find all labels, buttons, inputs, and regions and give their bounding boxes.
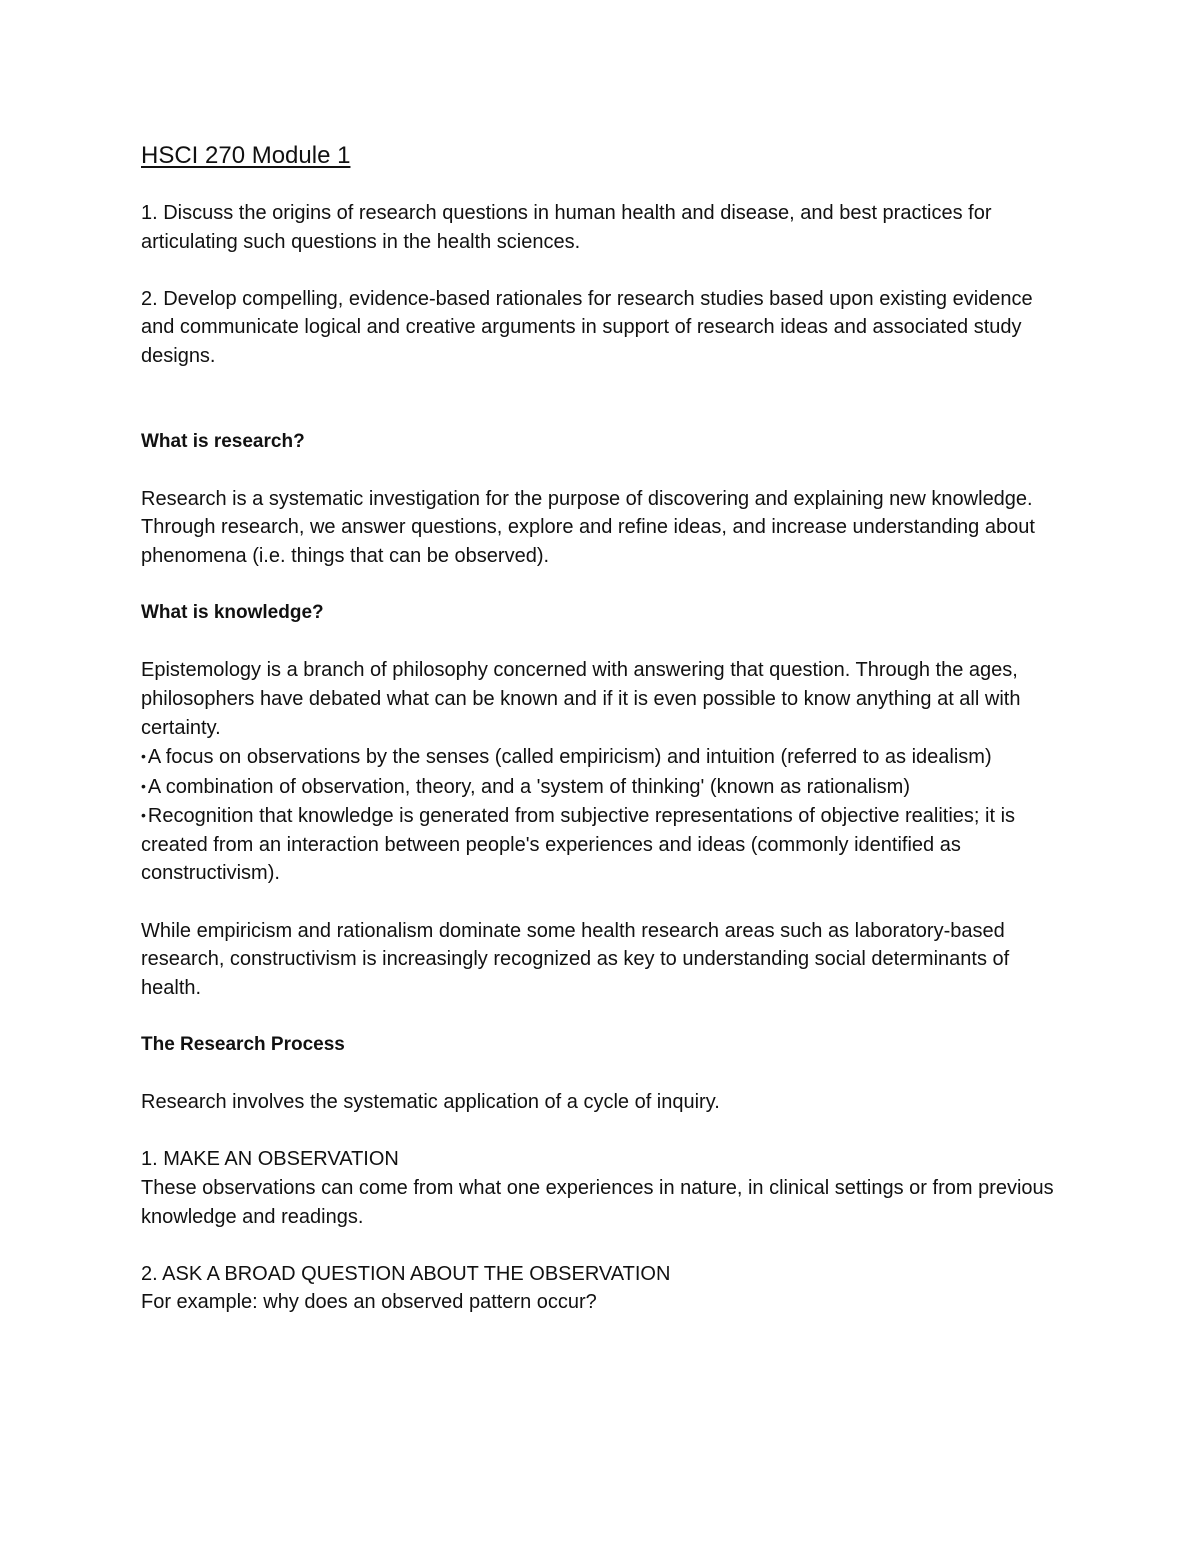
knowledge-bullet-list [141,742,1071,888]
bullet-icon: • [141,748,146,765]
knowledge-heading: What is knowledge? [141,602,324,624]
step-2-title: 2. ASK A BROAD QUESTION ABOUT THE OBSERVATION [141,1262,671,1285]
document-page [141,140,1071,1317]
document-title: HSCI 270 Module 1 [141,142,351,169]
objective-2: 2. Develop compelling, evidence-based rationales for research studies based upon existing evidence and communicate logical and creative arguments in support of research ideas and associated study designs. [141,287,1033,367]
bullet-text: A focus on observations by the senses (called empiricism) and intuition (referred to as idealism) [147,746,992,769]
knowledge-closing: While empiricism and rationalism dominate some health research areas such as laboratory-based research, constructivism is increasingly recognized as key to understanding social determinants of health. [141,919,1010,999]
list-item [141,801,1071,888]
step-2-text: For example: why does an observed pattern occur? [141,1291,597,1314]
knowledge-body: Epistemology is a branch of philosophy concerned with answering that question. Through the ages, philosophers have debated what can be known and if it is even possible to know anything at all with certainty. [141,659,1021,739]
list-item [141,772,1071,802]
list-item [141,742,1071,772]
research-body: Research is a systematic investigation for the purpose of discovering and explaining new knowledge. Through research, we answer questions, explore and refine ideas, and increase understanding about phenomena (i.e. things that can be observed). [141,487,1035,567]
objective-1: 1. Discuss the origins of research questions in human health and disease, and best practices for articulating such questions in the health sciences. [141,202,992,253]
bullet-icon: • [141,777,146,794]
step-1-text: These observations can come from what one experiences in nature, in clinical settings or from previous knowledge and readings. [141,1177,1054,1228]
bullet-text: A combination of observation, theory, and a 'system of thinking' (known as rationalism) [147,775,910,798]
step-1-title: 1. MAKE AN OBSERVATION [141,1148,399,1171]
process-intro: Research involves the systematic application of a cycle of inquiry. [141,1091,720,1114]
research-heading: What is research? [141,430,305,452]
process-heading: The Research Process [141,1034,345,1056]
bullet-text: Recognition that knowledge is generated from subjective representations of objective realities; it is created from an interaction between people's experiences and ideas (commonly identified as constructivism). [141,805,1016,885]
bullet-icon: • [141,807,146,824]
